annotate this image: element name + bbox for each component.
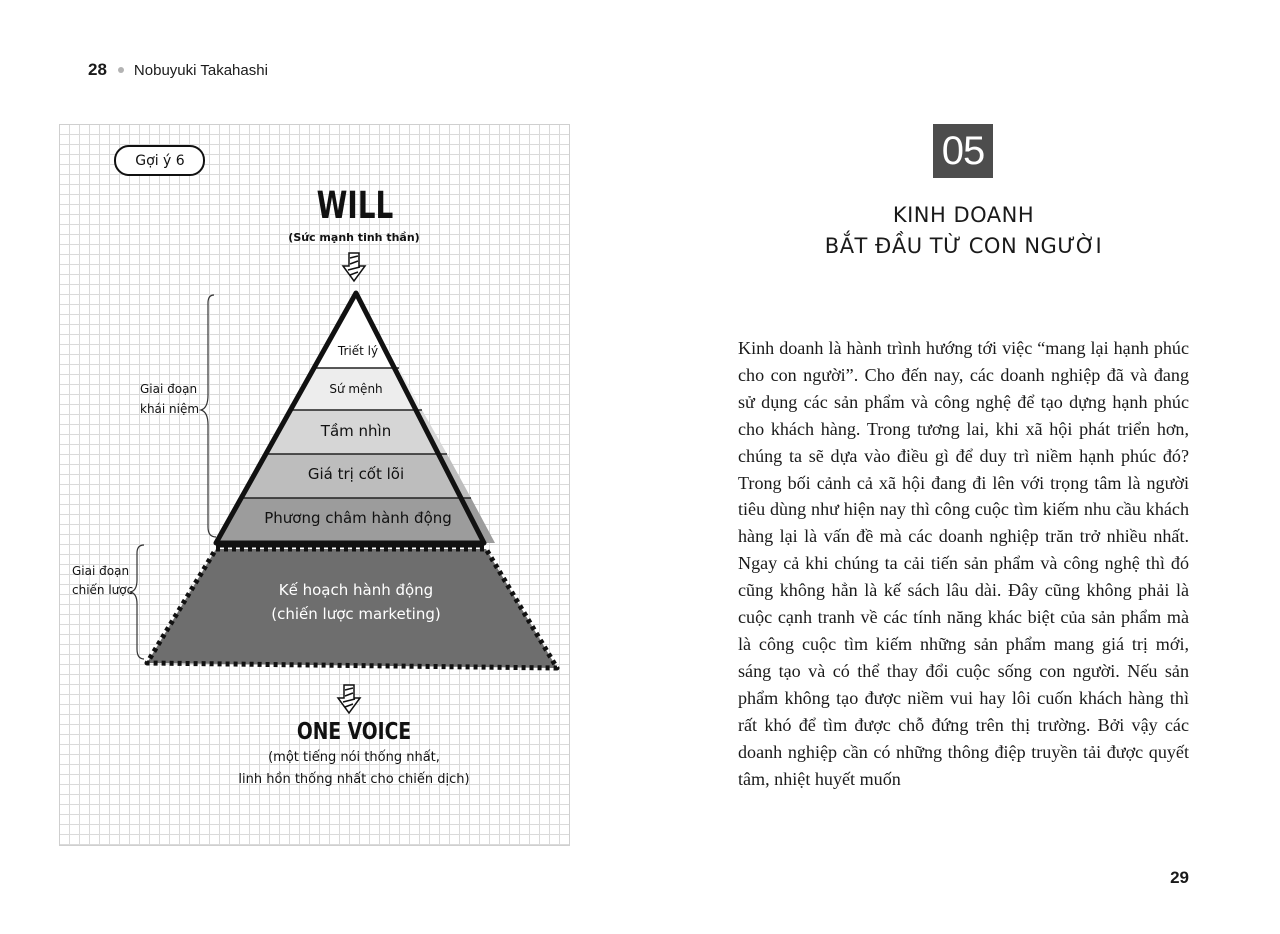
hint-label: Gợi ý 6 — [135, 153, 185, 169]
pyramid-diagram — [60, 125, 571, 847]
chapter-title-line2: BẮT ĐẦU TỪ CON NGƯỜI — [824, 234, 1103, 258]
chapter-title — [738, 200, 1189, 262]
layer-label-vision: Tầm nhìn — [320, 422, 392, 440]
page-number-right: 29 — [1170, 868, 1189, 887]
will-subtitle: (Sức mạnh tinh thần) — [288, 231, 420, 244]
body-paragraph: Kinh doanh là hành trình hướng tới việc “mang lại hạnh phúc cho con người”. Cho đến nay, các doanh nghiệp đã và đang sử dụng các sản phẩm và công nghệ để tạo dựng hạnh phúc cho khách hàng. Trong tương lai, khi xã hội phát triển hơn, chúng ta sẽ dựa vào điều gì để duy trì niềm hạnh phúc đó? Trong bối cảnh cả xã hội đang đi lên với trọng tâm là người tiêu dùng như hiện nay thì công cuộc tìm kiếm nhu cầu khách hàng lại là vấn đề mà các doanh nghiệp trăn trở nhiều nhất. Ngay cả khi chúng ta cải tiến sản phẩm và công nghệ thì đó cũng không hẳn là kế sách lâu dài. Đây cũng không phải là cuộc cạnh tranh về các tính năng khác biệt của sản phẩm mà là công cuộc tìm kiếm những sản phẩm mang giá trị mới, sáng tạo và có thể thay đổi cuộc sống con người. Nếu sản phẩm không tạo được niềm vui hay lôi cuốn khách hàng thì rất khó để tìm được chỗ đứng trên thị trường. Bởi vậy các doanh nghiệp cần có những thông điệp truyền tải được quyết tâm, nhiệt huyết muốn — [738, 338, 1189, 789]
layer-label-philosophy: Triết lý — [337, 344, 379, 358]
concept-phase-bracket — [201, 295, 216, 537]
concept-phase-line2: khái niệm — [140, 402, 200, 416]
strategy-phase-bracket — [130, 545, 144, 659]
base-label-line1: Kế hoạch hành động — [278, 581, 434, 599]
chapter-number: 05 — [941, 128, 985, 173]
concept-phase-line1: Giai đoạn — [140, 382, 198, 396]
chapter-title-line1: KINH DOANH — [892, 203, 1035, 227]
down-arrow-icon — [343, 253, 365, 281]
page-number-left: 28 — [88, 60, 107, 79]
strategy-phase-line1: Giai đoạn — [72, 564, 130, 578]
down-arrow-icon — [338, 685, 360, 713]
base-label-line2: (chiến lược marketing) — [271, 605, 441, 623]
layer-label-action-policy: Phương châm hành động — [264, 509, 452, 527]
running-header — [88, 59, 268, 81]
will-title: WILL — [316, 182, 394, 228]
author-name: Nobuyuki Takahashi — [133, 61, 268, 79]
one-voice-title: ONE VOICE — [296, 717, 412, 745]
strategy-phase-line2: chiến lược — [72, 583, 134, 597]
pyramid-figure — [59, 124, 570, 846]
one-voice-line1: (một tiếng nói thống nhất, — [268, 750, 440, 765]
layer-label-mission: Sứ mệnh — [329, 382, 383, 396]
layer-label-core-values: Giá trị cốt lõi — [307, 465, 405, 483]
bullet-separator — [118, 67, 124, 73]
chapter-number-box — [933, 124, 993, 178]
one-voice-line2: linh hồn thống nhất cho chiến dịch) — [238, 772, 470, 787]
